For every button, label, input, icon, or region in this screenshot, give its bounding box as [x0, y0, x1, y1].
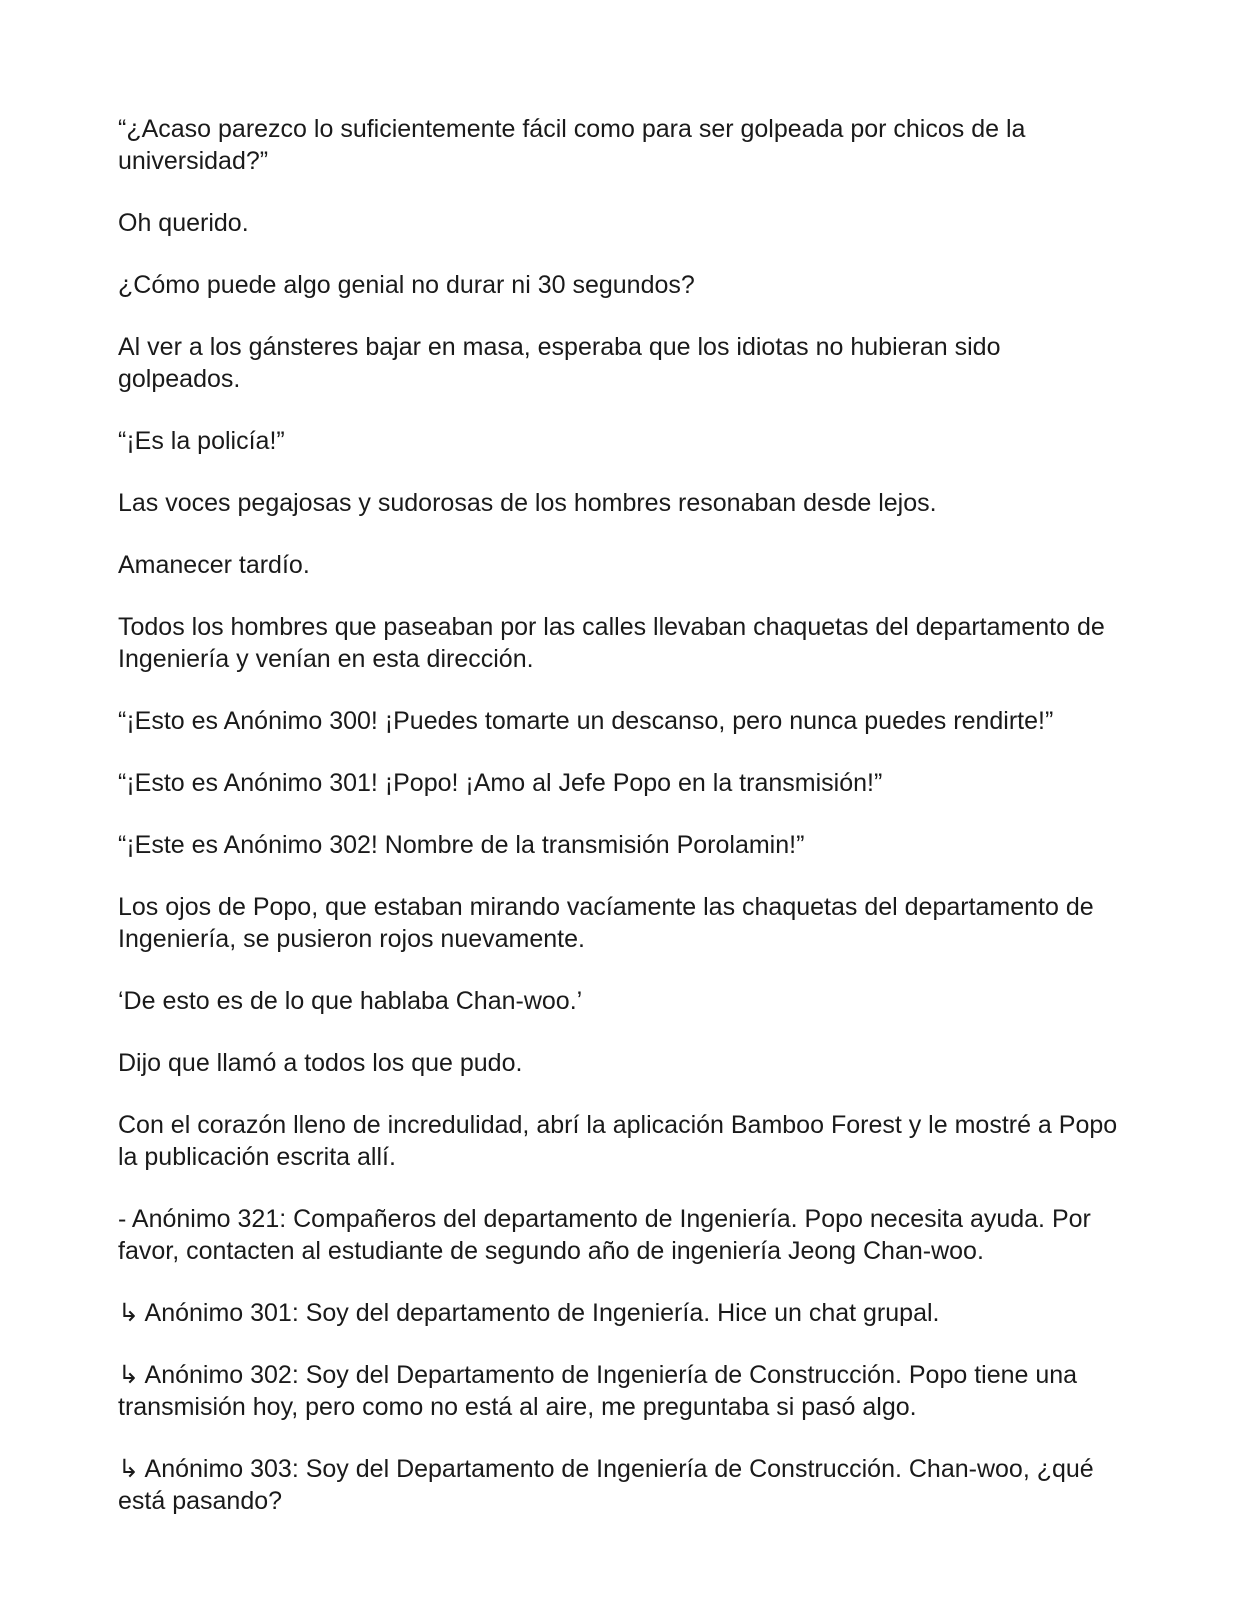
paragraph-anonimo-301: “¡Esto es Anónimo 301! ¡Popo! ¡Amo al Jefe Popo en la transmisión!”	[118, 769, 883, 797]
paragraph-30-segundos: ¿Cómo puede algo genial no durar ni 30 segundos?	[118, 271, 695, 299]
paragraph-gansteres: Al ver a los gánsteres bajar en masa, esperaba que los idiotas no hubieran sido golpeados.	[118, 333, 1008, 393]
paragraph-oh-querido: Oh querido.	[118, 209, 249, 237]
post-anonimo-321: - Anónimo 321: Compañeros del departamento de Ingeniería. Popo necesita ayuda. Por favor, contacten al estudiante de segundo año de ingeniería Jeong Chan-woo.	[118, 1205, 1098, 1265]
paragraph-anonimo-302: “¡Este es Anónimo 302! Nombre de la transmisión Porolamin!”	[118, 831, 805, 859]
reply-anonimo-303: ↳ Anónimo 303: Soy del Departamento de Ingeniería de Construcción. Chan-woo, ¿qué está pasando?	[118, 1455, 1101, 1515]
paragraph-anonimo-300: “¡Esto es Anónimo 300! ¡Puedes tomarte un descanso, pero nunca puedes rendirte!”	[118, 707, 1054, 735]
paragraph-hombres-chaquetas: Todos los hombres que paseaban por las calles llevaban chaquetas del departamento de Ingeniería y venían en esta dirección.	[118, 613, 1112, 673]
paragraph-bamboo-forest: Con el corazón lleno de incredulidad, abrí la aplicación Bamboo Forest y le mostré a Popo la publicación escrita allí.	[118, 1111, 1125, 1171]
paragraph-voces: Las voces pegajosas y sudorosas de los hombres resonaban desde lejos.	[118, 489, 937, 517]
paragraph-quote-golpeada: “¿Acaso parezco lo suficientemente fácil como para ser golpeada por chicos de la universidad?”	[118, 115, 1033, 175]
paragraph-ojos-popo: Los ojos de Popo, que estaban mirando vacíamente las chaquetas del departamento de Ingeniería, se pusieron rojos nuevamente.	[118, 893, 1101, 953]
paragraph-chan-woo: ‘De esto es de lo que hablaba Chan-woo.’	[118, 987, 583, 1015]
reply-anonimo-302: ↳ Anónimo 302: Soy del Departamento de Ingeniería de Construcción. Popo tiene una transmisión hoy, pero como no está al aire, me preguntaba si pasó algo.	[118, 1361, 1085, 1421]
reply-anonimo-301: ↳ Anónimo 301: Soy del departamento de Ingeniería. Hice un chat grupal.	[118, 1299, 940, 1327]
paragraph-amanecer: Amanecer tardío.	[118, 551, 310, 579]
paragraph-llamo: Dijo que llamó a todos los que pudo.	[118, 1049, 523, 1077]
paragraph-policia: “¡Es la policía!”	[118, 427, 285, 455]
document-body	[118, 113, 1125, 1547]
